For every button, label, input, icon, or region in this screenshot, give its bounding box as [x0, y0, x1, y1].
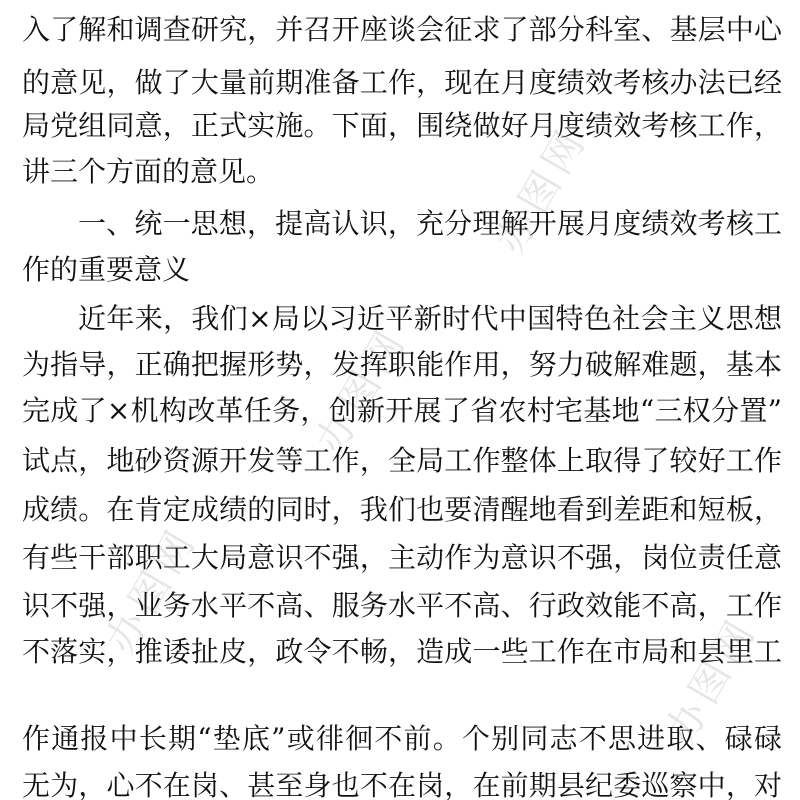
watermark: 办图网: [657, 608, 767, 752]
text-line: 完成了×机构改革任务，创新开展了省农村宅基地“三权分置”: [22, 394, 782, 427]
section-heading: 一、统一思想，提高认识，充分理解开展月度绩效考核工: [78, 207, 782, 240]
watermark: 办图网: [307, 318, 417, 462]
text-line: 识不强，业务水平不高、服务水平不高、行政效能不高，工作: [22, 589, 782, 622]
text-line: 为指导，正确把握形势，发挥职能作用，努力破解难题，基本: [22, 348, 782, 381]
watermark: 办图网: [97, 518, 207, 662]
text-line: 有些干部职工大局意识不强，主动作为意识不强，岗位责任意: [22, 541, 782, 574]
text-line: 无为，心不在岗、甚至身也不在岗，在前期县纪委巡察中，对: [22, 769, 782, 800]
text-line: 入了解和调查研究，并召开座谈会征求了部分科室、基层中心: [22, 13, 782, 46]
text-line: 不落实，推诿扯皮，政令不畅，造成一些工作在市局和县里工: [22, 635, 782, 668]
text-line: 的意见，做了大量前期准备工作，现在月度绩效考核办法已经: [22, 66, 782, 99]
text-line: 作通报中长期“垫底”或徘徊不前。个别同志不思进取、碌碌: [22, 722, 782, 755]
text-line: 局党组同意，正式实施。下面，围绕做好月度绩效考核工作，: [22, 109, 782, 142]
text-line: 成绩。在肯定成绩的同时，我们也要清醒地看到差距和短板，: [22, 493, 782, 526]
section-heading-continuation: 作的重要意义: [22, 253, 191, 286]
text-line: 近年来，我们×局以习近平新时代中国特色社会主义思想: [78, 302, 782, 335]
text-line: 讲三个方面的意见。: [22, 155, 275, 188]
watermark: 办图网: [487, 118, 597, 262]
text-line: 试点，地砂资源开发等工作，全局工作整体上取得了较好工作: [22, 444, 782, 477]
